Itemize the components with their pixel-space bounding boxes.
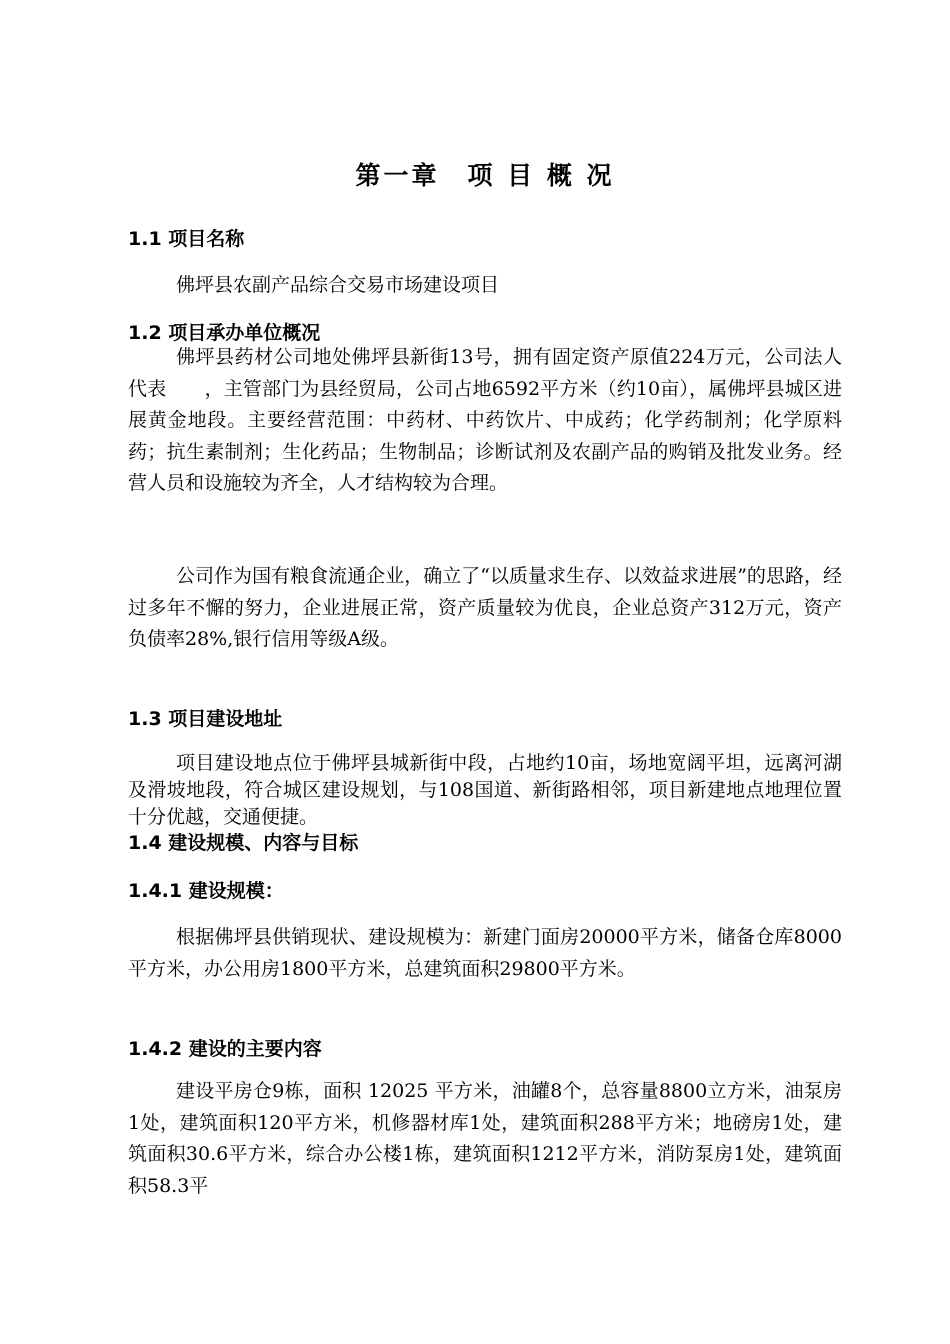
- project-name-text: 佛坪县农副产品综合交易市场建设项目: [176, 274, 500, 296]
- main-content-paragraph: 建设平房仓9栋，面积 12025 平方米，油罐8个，总容量8800立方米，油泵房1处，建筑面积120平方米，机修器材库1处，建筑面积288平方米；地磅房1处，建筑面积30.6平方米，综合办公楼1栋，建筑面积1212平方米，消防泵房1处，建筑面积58.3平: [128, 1080, 842, 1197]
- chapter-title: 第一章 项 目 概 况: [355, 161, 615, 190]
- company-overview-paragraph: 佛坪县药材公司地处佛坪县新街13号，拥有固定资产原值224万元，公司法人代表 ，主管部门为县经贸局，公司占地6592平方米（约10亩），属佛坪县城区进展黄金地段。主要经营范围：中药材、中药饮片、中成药；化学药制剂；化学原料药；抗生素制剂；生化药品；生物制品；诊断试剂及农副产品的购销及批发业务。经营人员和设施较为齐全，人才结构较为合理。: [128, 346, 842, 494]
- construction-scale-paragraph: 根据佛坪县供销现状、建设规模为：新建门面房20000平方米，储备仓库8000平方米，办公用房1800平方米，总建筑面积29800平方米。: [128, 926, 842, 980]
- site-location-paragraph: 项目建设地点位于佛坪县城新街中段，占地约10亩，场地宽阔平坦，远离河湖及滑坡地段，符合城区建设规划，与108国道、新街路相邻，项目新建地点地理位置十分优越，交通便捷。: [128, 752, 842, 828]
- section-1-4-heading: 1.4 建设规模、内容与目标: [128, 832, 359, 854]
- company-performance-paragraph: 公司作为国有粮食流通企业，确立了“以质量求生存、以效益求进展”的思路，经过多年不懈的努力，企业进展正常，资产质量较为优良，企业总资产312万元，资产负债率28%,银行信用等级A级。: [128, 565, 842, 650]
- section-1-1-heading: 1.1 项目名称: [128, 228, 245, 250]
- section-1-4-2-heading: 1.4.2 建设的主要内容: [128, 1038, 322, 1060]
- section-1-2-heading: 1.2 项目承办单位概况: [128, 322, 321, 344]
- section-1-4-1-heading: 1.4.1 建设规模：: [128, 880, 284, 902]
- section-1-3-heading: 1.3 项目建设地址: [128, 708, 283, 730]
